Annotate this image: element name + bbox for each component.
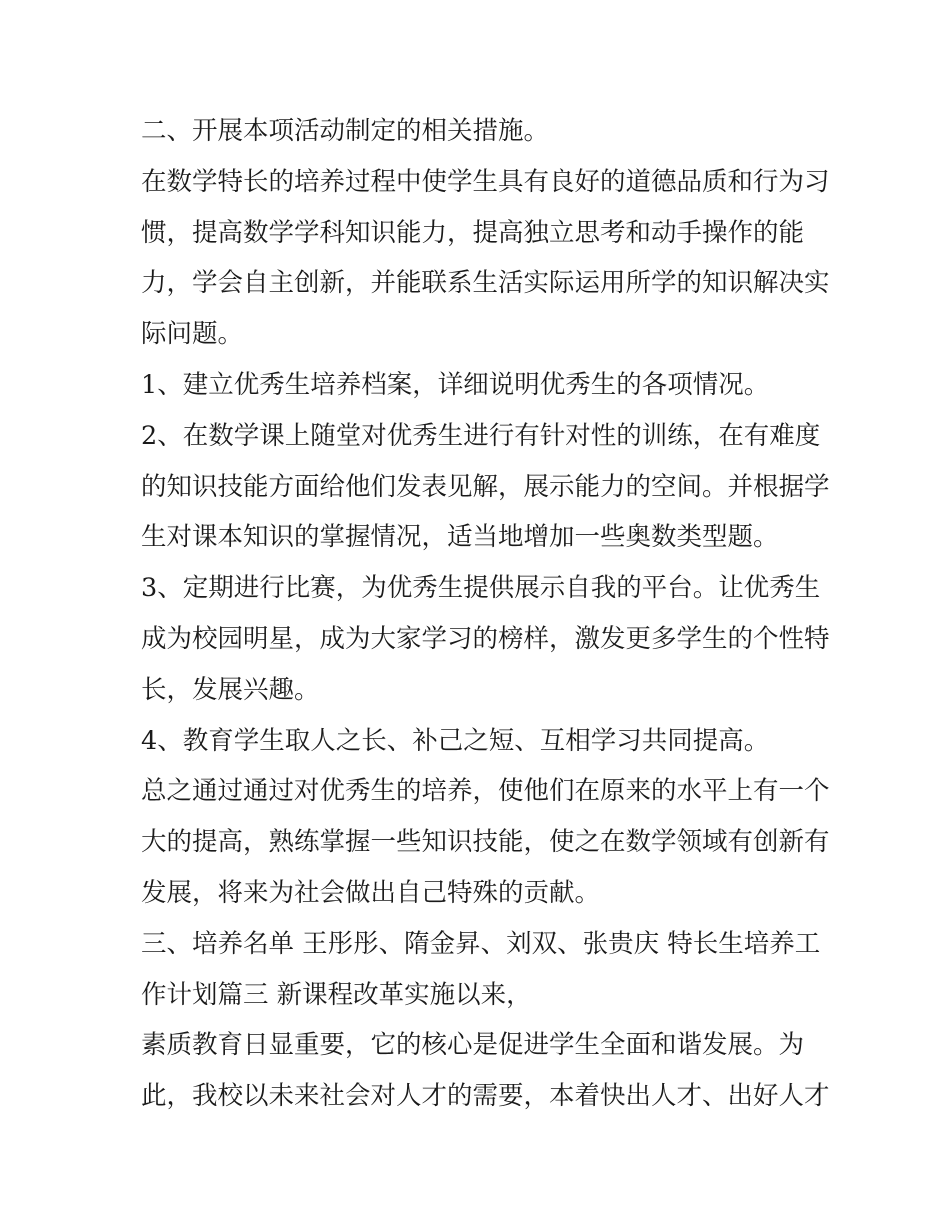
list-item-1: 1、建立优秀生培养档案，详细说明优秀生的各项情况。	[141, 369, 770, 400]
summary-line: 总之通过通过对优秀生的培养，使他们在原来的水平上有一个	[141, 776, 830, 807]
paragraph-line: 力，学会自主创新，并能联系生活实际运用所学的知识解决实	[141, 268, 830, 299]
paragraph-line: 作计划篇三 新课程改革实施以来，	[141, 979, 532, 1010]
paragraph-line: 惯，提高数学学科知识能力，提高独立思考和动手操作的能	[141, 217, 805, 248]
paragraph-line: 在数学特长的培养过程中使学生具有良好的道德品质和行为习	[141, 166, 830, 197]
list-item-4: 4、教育学生取人之长、补己之短、互相学习共同提高。	[141, 725, 770, 756]
document-body	[141, 106, 830, 1122]
paragraph-line: 生对课本知识的掌握情况，适当地增加一些奥数类型题。	[141, 522, 779, 553]
paragraph-line: 素质教育日显重要，它的核心是促进学生全面和谐发展。为	[141, 1030, 805, 1061]
paragraph-line: 此，我校以未来社会对人才的需要，本着快出人才、出好人才	[141, 1081, 830, 1112]
list-item-2: 2、在数学课上随堂对优秀生进行有针对性的训练，在有难度	[141, 420, 821, 451]
paragraph-line: 长，发展兴趣。	[141, 674, 320, 705]
paragraph-line: 成为校园明星，成为大家学习的榜样，激发更多学生的个性特	[141, 623, 830, 654]
section-heading-list: 三、培养名单 王彤彤、隋金昇、刘双、张贵庆 特长生培养工	[141, 928, 821, 959]
paragraph-line: 发展，将来为社会做出自己特殊的贡献。	[141, 877, 601, 908]
section-heading-measures: 二、开展本项活动制定的相关措施。	[141, 116, 550, 146]
paragraph-line: 际问题。	[141, 319, 244, 350]
paragraph-line: 大的提高，熟练掌握一些知识技能，使之在数学领域有创新有	[141, 827, 830, 858]
list-item-3: 3、定期进行比赛，为优秀生提供展示自我的平台。让优秀生	[141, 573, 821, 604]
paragraph-line: 的知识技能方面给他们发表见解，展示能力的空间。并根据学	[141, 471, 830, 502]
